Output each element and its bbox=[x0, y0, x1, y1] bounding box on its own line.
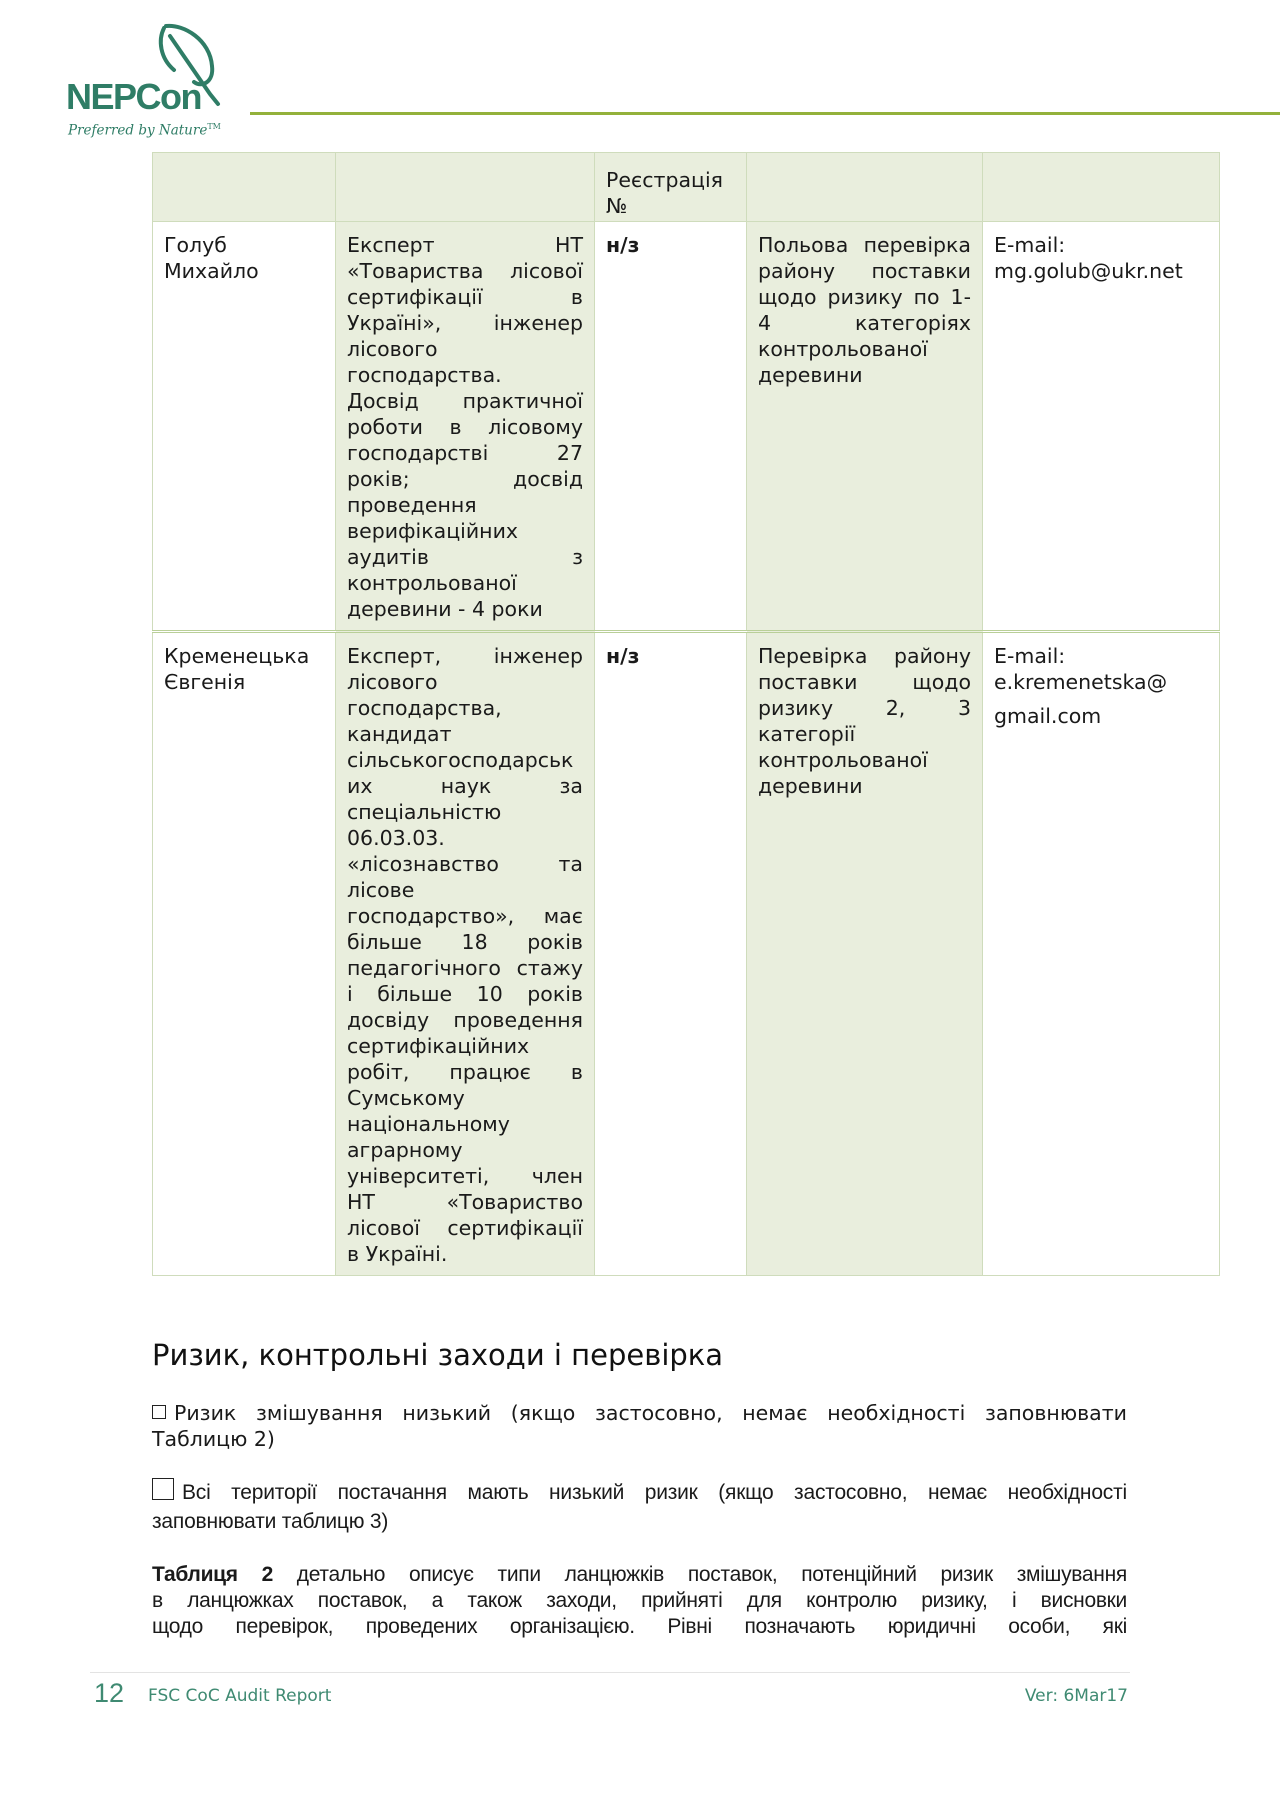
email-link-continued[interactable]: gmail.com bbox=[994, 704, 1102, 728]
header-cell-qualification bbox=[336, 153, 595, 222]
nepcon-logo bbox=[66, 22, 236, 147]
header-cell-contact bbox=[983, 153, 1220, 222]
table-row bbox=[153, 632, 1220, 1276]
auditor-name: Кременецька Євгенія bbox=[153, 632, 336, 1276]
footer-version: Ver: 6Mar17 bbox=[1024, 1686, 1128, 1706]
table2-description: Таблиця 2 детально описує типи ланцюжків поставок, потенційний ризик змішування в ланцюжках поставок, а також заходи, прийняті для контролю ризику, і висновки щодо перевірок, проведених організацією. Рівні позначають юридичні особи, які bbox=[152, 1563, 1127, 1638]
auditor-role: Польова перевірка району поставки щодо ризику по 1- 4 категоріях контрольованої деревини bbox=[747, 222, 983, 632]
header-cell-name bbox=[153, 153, 336, 222]
header-cell-role bbox=[747, 153, 983, 222]
supply-area-checkbox[interactable] bbox=[152, 1478, 174, 1500]
footer-doc-title: FSC CoC Audit Report bbox=[148, 1686, 332, 1706]
header-cell-registration: Реєстрація № bbox=[595, 153, 747, 222]
page-number: 12 bbox=[94, 1678, 125, 1708]
auditor-registration: н/з bbox=[595, 632, 747, 1276]
footer-rule bbox=[90, 1672, 1130, 1673]
section-heading: Ризик, контрольні заходи і перевірка bbox=[152, 1338, 724, 1372]
mixing-risk-checkbox[interactable] bbox=[152, 1405, 166, 1419]
logo-wordmark: NEPCon bbox=[66, 76, 201, 117]
auditor-qualification: Експерт, інженер лісового господарства, кандидат сільськогосподарськ их наук за спеціальністю 06.03.03. «лісознавство та лісове господарство», має більше 18 років педагогічного стажу і більше 10 років досвіду проведення сертифікаційних робіт, працює в Сумському національному аграрному університеті, член НТ «Товариство лісової сертифікації в Україні. bbox=[336, 632, 595, 1276]
auditor-contact: E-mail: mg.golub@ukr.net bbox=[983, 222, 1220, 632]
auditor-qualification: Експерт НТ «Товариства лісової сертифікації в Україні», інженер лісового господарства. Досвід практичної роботи в лісовому господарстві 27 років; досвід проведення верифікаційних аудитів з контрольованої деревини - 4 роки bbox=[336, 222, 595, 632]
header-rule bbox=[250, 112, 1280, 115]
mixing-risk-option: Ризик змішування низький (якщо застосовно, немає необхідності заповнювати Таблицю 2) bbox=[152, 1401, 1127, 1451]
email-link[interactable]: e.kremenetska@ bbox=[994, 670, 1168, 694]
auditor-name: Голуб Михайло bbox=[153, 222, 336, 632]
table2-reference: Таблиця 2 bbox=[152, 1563, 273, 1586]
supply-area-option: Всі території постачання мають низький ризик (якщо застосовно, немає необхідності заповнювати таблицю 3) bbox=[152, 1478, 1127, 1536]
table-header-row bbox=[153, 153, 1220, 222]
auditor-role: Перевірка району поставки щодо ризику 2, 3 категорії контрольованої деревини bbox=[747, 632, 983, 1276]
logo-tagline: Preferred by Nature™ bbox=[68, 122, 221, 139]
auditor-table bbox=[152, 152, 1220, 1276]
table-row bbox=[153, 222, 1220, 632]
auditor-contact: E-mail: e.kremenetska@ gmail.com bbox=[983, 632, 1220, 1276]
email-link[interactable]: mg.golub@ukr.net bbox=[994, 259, 1183, 283]
auditor-registration: н/з bbox=[595, 222, 747, 632]
